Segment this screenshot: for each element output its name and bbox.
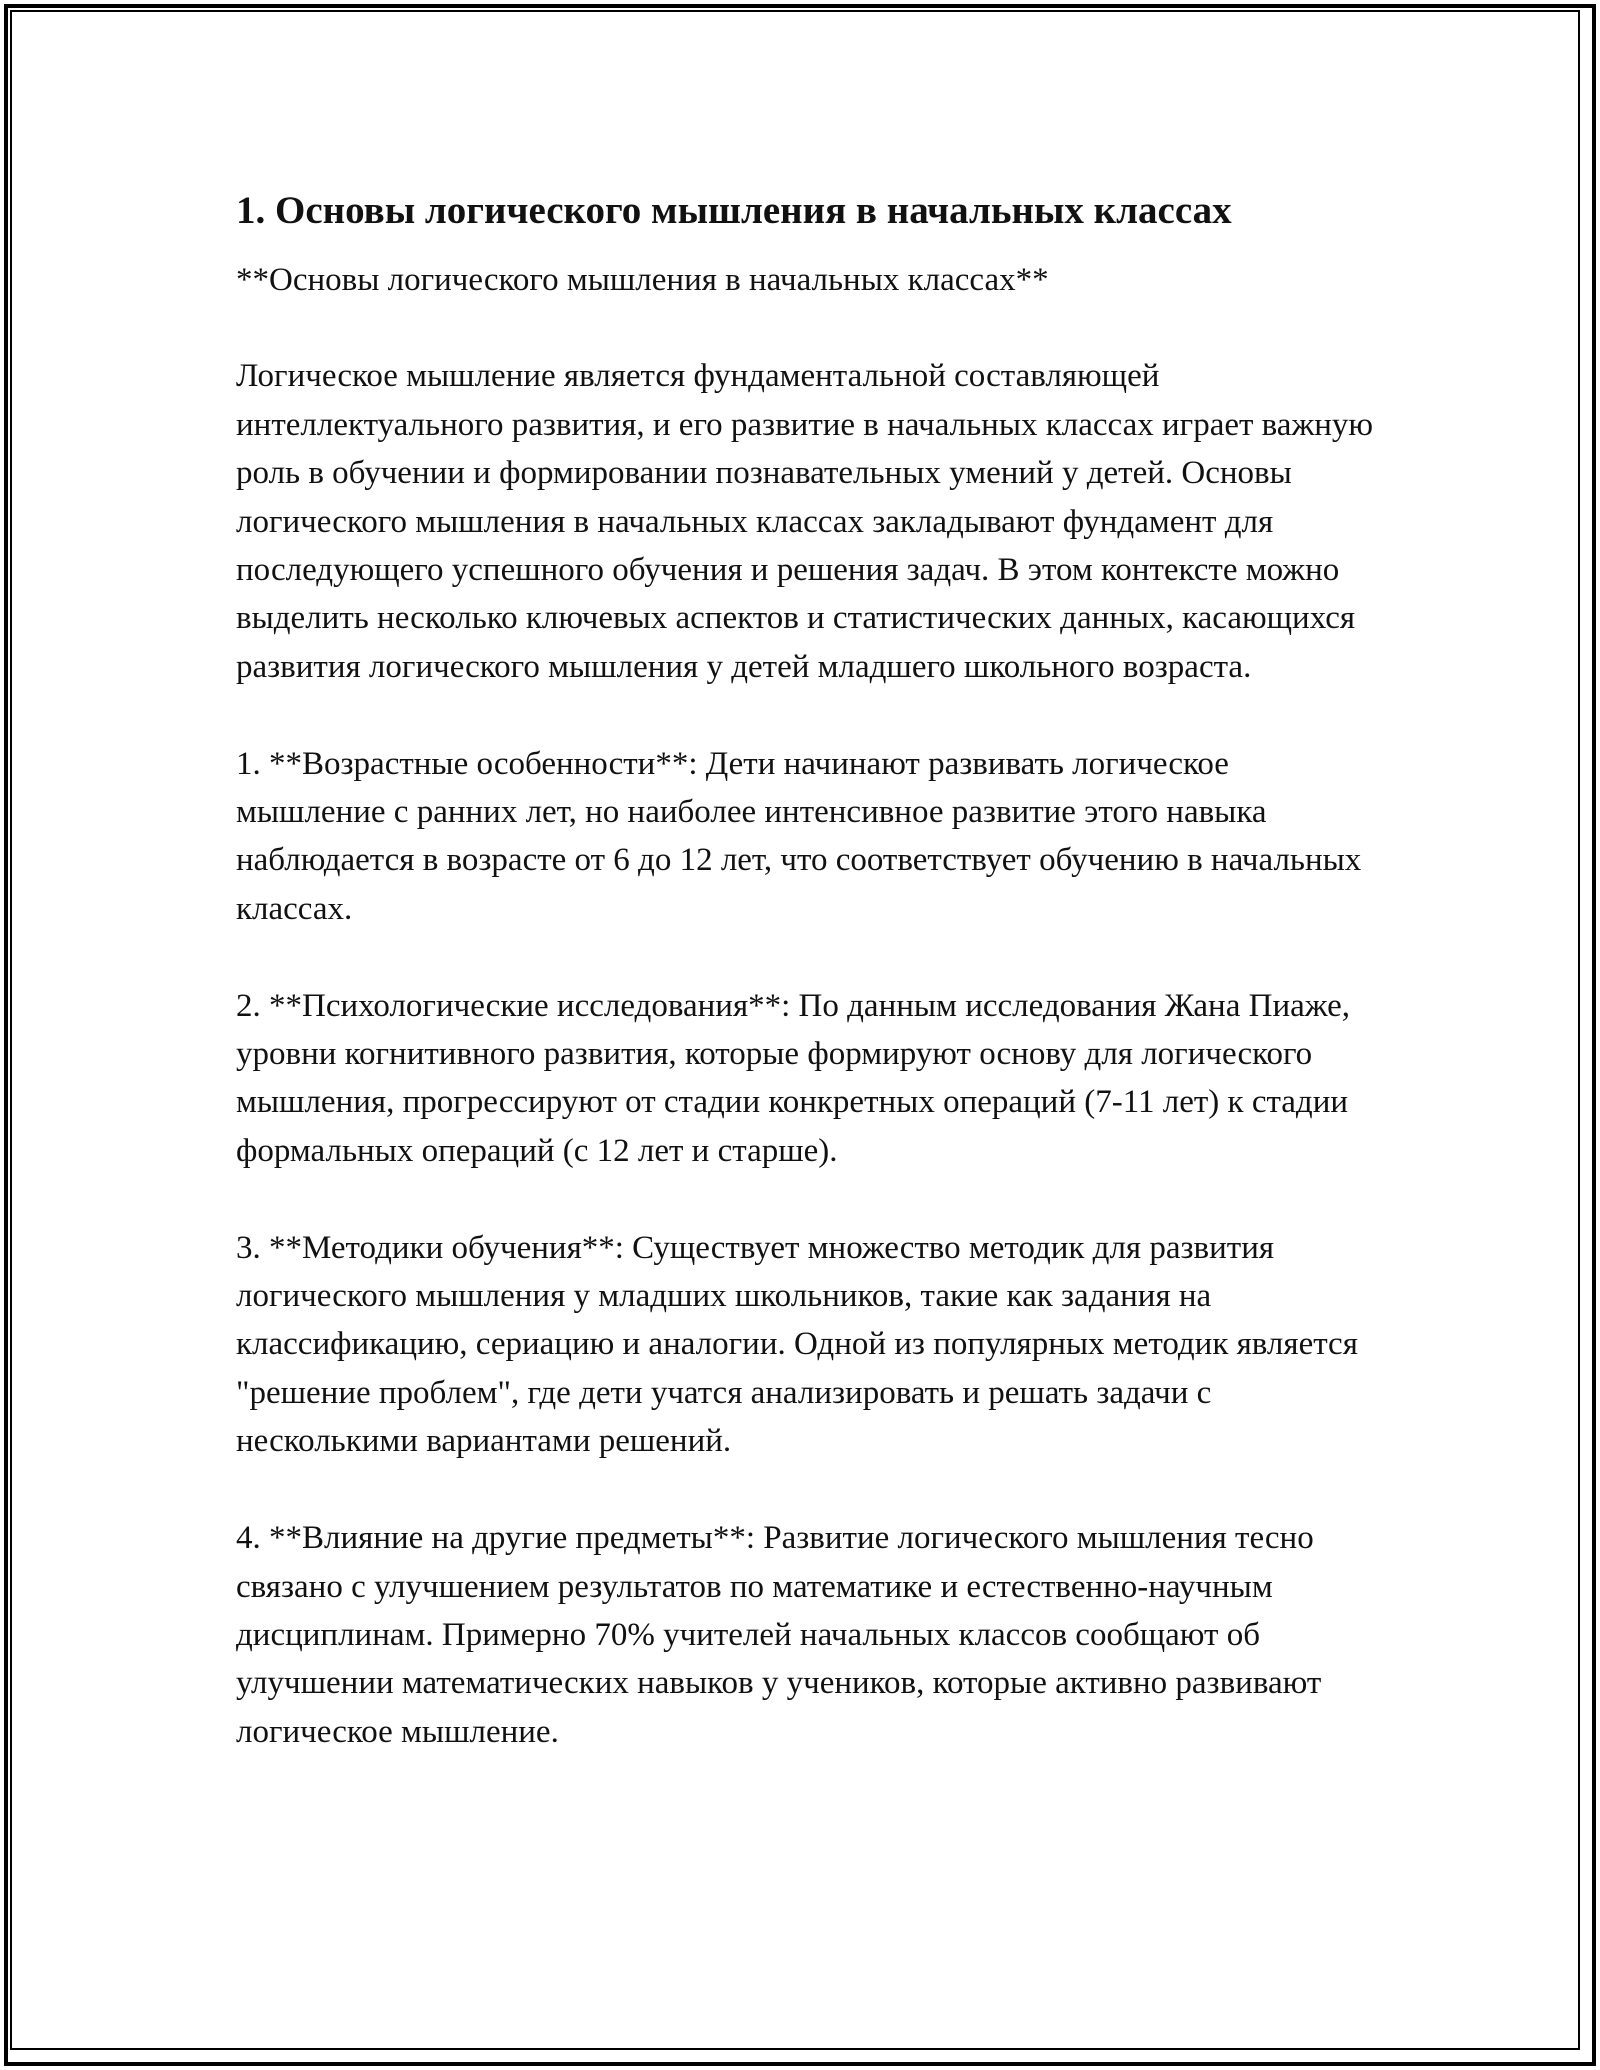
list-item-teaching-methods: 3. **Методики обучения**: Существует множество методик для развития логического мышления у младших школьников, такие как задания на классификацию, сериацию и аналогии. Одной из популярных методик является "решение проблем", где дети учатся анализировать и решать задачи с несколькими вариантами решений. <box>236 1229 1358 1460</box>
list-item-psychology-research: 2. **Психологические исследования**: По данным исследования Жана Пиаже, уровни когнитивного развития, которые формируют основу для логического мышления, прогрессируют от стадии конкретных операций (7-11 лет) к стадии формальных операций (с 12 лет и старше). <box>236 987 1351 1169</box>
section-heading: 1. Основы логического мышления в начальных классах <box>236 189 1232 232</box>
list-item-other-subjects: 4. **Влияние на другие предметы**: Развитие логического мышления тесно связано с улучшением результатов по математике и естественно-научным дисциплинам. Примерно 70% учителей начальных классов сообщают об улучшении математических навыков у учеников, которые активно развивают логическое мышление. <box>236 1520 1322 1750</box>
list-item-age-features: 1. **Возрастные особенности**: Дети начинают развивать логическое мышление с ранних лет, но наиболее интенсивное развитие этого навыка наблюдается в возрасте от 6 до 12 лет, что соответствует обучению в начальных классах. <box>236 745 1362 927</box>
section-subheading: **Основы логического мышления в начальных классах** <box>236 262 1049 298</box>
document-body <box>236 186 1386 1756</box>
intro-paragraph: Логическое мышление является фундаментальной составляющей интеллектуального развития, и его развитие в начальных классах играет важную роль в обучении и формировании познавательных умений у детей. Основы логического мышления в начальных классах закладывают фундамент для последующего успешного обучения и решения задач. В этом контексте можно выделить несколько ключевых аспектов и статистических данных, касающихся развития логического мышления у детей младшего школьного возраста. <box>236 358 1374 685</box>
